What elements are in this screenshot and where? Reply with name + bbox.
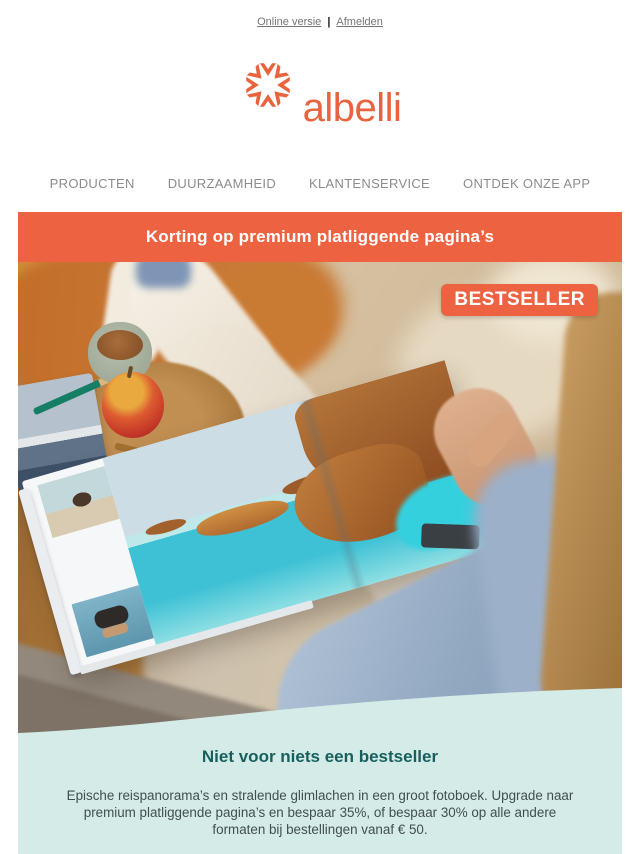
panorama-island	[144, 516, 187, 538]
bestseller-section	[18, 736, 622, 854]
bestseller-body-line: Epische reispanorama’s en stralende glimlachen in een groot fotoboek. Upgrade naar	[66, 788, 574, 803]
main-nav	[0, 176, 640, 191]
promo-banner-title: Korting op premium platliggende pagina’s	[145, 227, 495, 246]
nav-item-duurzaamheid[interactable]: DUURZAAMHEID	[167, 176, 277, 191]
promo-banner[interactable]	[18, 212, 622, 262]
hero-apple	[102, 372, 164, 438]
nav-item-klantenservice[interactable]: KLANTENSERVICE	[309, 176, 431, 191]
panorama-island	[194, 493, 292, 542]
mint-curve-shape	[18, 685, 622, 736]
hero-jeans-cuff	[136, 262, 191, 288]
topbar	[0, 0, 640, 28]
bestseller-body-line: formaten bij bestellingen vanaf € 50.	[212, 822, 428, 837]
brand-logo[interactable]	[0, 56, 640, 136]
bestseller-heading: Niet voor niets een bestseller	[201, 747, 439, 766]
online-version-link[interactable]: Online versie	[257, 16, 322, 28]
panorama-sunglasses	[421, 524, 480, 550]
hero-image[interactable]	[18, 262, 622, 736]
bestseller-badge: BESTSELLER	[441, 284, 598, 316]
hero-coffee	[97, 330, 143, 360]
nav-item-producten[interactable]: PRODUCTEN	[49, 176, 135, 191]
nav-item-ontdek-onze-app[interactable]: ONTDEK ONZE APP	[463, 176, 591, 191]
bestseller-body-line: premium platliggende pagina’s en bespaar 35%, of bespaar 30% op alle andere	[83, 805, 557, 820]
bestseller-body	[18, 787, 622, 838]
content-column	[18, 212, 622, 854]
starburst-icon	[239, 56, 297, 114]
topbar-separator: |	[327, 16, 331, 28]
brand-wordmark: albelli	[302, 86, 402, 130]
unsubscribe-link[interactable]: Afmelden	[336, 16, 383, 28]
